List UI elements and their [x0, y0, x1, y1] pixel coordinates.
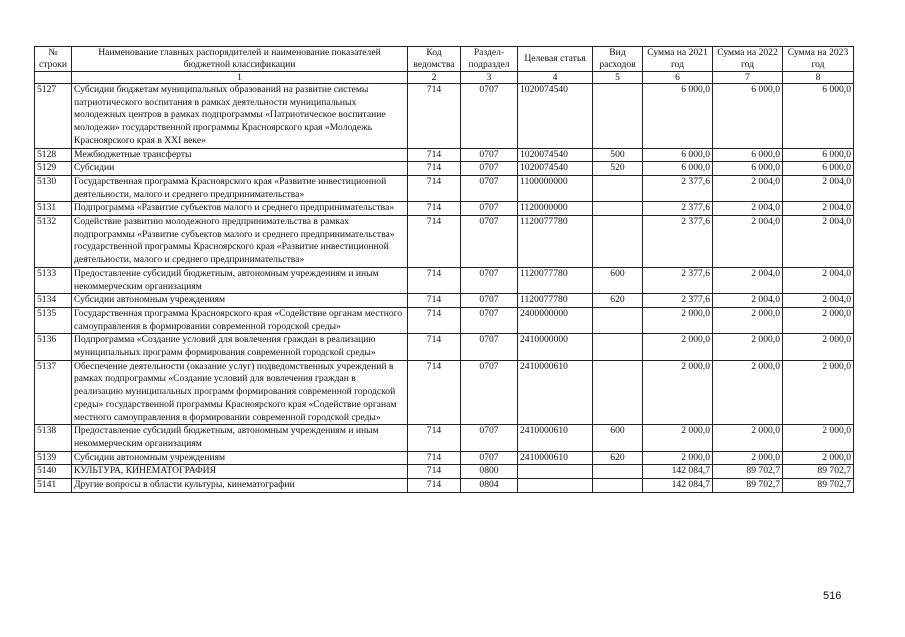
- sum-2023-cell: 89 702,7: [783, 465, 854, 479]
- sum-2023-cell: 2 000,0: [783, 425, 854, 451]
- expense-type-cell: 520: [593, 162, 643, 176]
- sum-2022-cell: 2 000,0: [713, 425, 783, 451]
- sum-2022-cell: 2 004,0: [713, 202, 783, 216]
- table-row: [35, 162, 854, 176]
- sum-2021-cell: 2 377,6: [643, 175, 713, 201]
- expense-type-cell: [593, 307, 643, 333]
- sum-2023-cell: 2 004,0: [783, 216, 854, 268]
- sum-2022-cell: 2 000,0: [713, 334, 783, 360]
- sum-2021-cell: 6 000,0: [643, 162, 713, 176]
- sum-2022-cell: 2 004,0: [713, 294, 783, 308]
- row-name-cell: Субсидии автономным учреждениям: [72, 451, 408, 465]
- expense-type-cell: [593, 360, 643, 425]
- row-name-cell: Подпрограмма «Создание условий для вовлечения граждан в реализацию муниципальных программ формирования современной городской среды»: [72, 334, 408, 360]
- row-number-cell: 5127: [35, 84, 72, 149]
- header-department-code: Код ведомства: [408, 47, 461, 72]
- sum-2022-cell: 6 000,0: [713, 84, 783, 149]
- row-name-cell: Субсидии бюджетам муниципальных образований на развитие системы патриотического воспитания в рамках деятельности муниципальных молодежных центров в рамках подпрограммы «Патриотическое воспитание молодежи» государственной программы Красноярского края «Молодежь Красноярского края в XXI веке»: [72, 84, 408, 149]
- table-row: [35, 294, 854, 308]
- expense-type-cell: 600: [593, 425, 643, 451]
- budget-table: [34, 46, 854, 493]
- row-name-cell: Субсидии: [72, 162, 408, 176]
- department-code-cell: 714: [408, 267, 461, 293]
- row-name-cell: Подпрограмма «Развитие субъектов малого и среднего предпринимательства»: [72, 202, 408, 216]
- sum-2021-cell: 2 377,6: [643, 294, 713, 308]
- table-row: [35, 307, 854, 333]
- column-number-row: [35, 72, 854, 84]
- sum-2022-cell: 2 000,0: [713, 451, 783, 465]
- sum-2021-cell: 2 000,0: [643, 307, 713, 333]
- table-row: [35, 465, 854, 479]
- target-item-cell: 2410000610: [518, 360, 593, 425]
- row-number-cell: 5139: [35, 451, 72, 465]
- sum-2021-cell: 6 000,0: [643, 84, 713, 149]
- section-cell: 0707: [461, 216, 518, 268]
- expense-type-cell: 620: [593, 294, 643, 308]
- row-number-cell: 5132: [35, 216, 72, 268]
- row-number-cell: 5134: [35, 294, 72, 308]
- section-cell: 0707: [461, 425, 518, 451]
- sum-2021-cell: 2 377,6: [643, 267, 713, 293]
- expense-type-cell: 600: [593, 267, 643, 293]
- target-item-cell: 1120077780: [518, 216, 593, 268]
- row-number-cell: 5138: [35, 425, 72, 451]
- section-cell: 0707: [461, 360, 518, 425]
- expense-type-cell: [593, 202, 643, 216]
- row-number-cell: 5136: [35, 334, 72, 360]
- sum-2023-cell: 2 000,0: [783, 451, 854, 465]
- table-row: [35, 425, 854, 451]
- department-code-cell: 714: [408, 84, 461, 149]
- table-row: [35, 334, 854, 360]
- expense-type-cell: [593, 334, 643, 360]
- section-cell: 0707: [461, 175, 518, 201]
- row-name-cell: Государственная программа Красноярского края «Содействие органам местного самоуправления в формировании современной городской среды»: [72, 307, 408, 333]
- department-code-cell: 714: [408, 216, 461, 268]
- table-row: [35, 202, 854, 216]
- table-row: [35, 360, 854, 425]
- department-code-cell: 714: [408, 202, 461, 216]
- row-number-cell: 5137: [35, 360, 72, 425]
- sum-2022-cell: 6 000,0: [713, 148, 783, 162]
- column-number: 7: [713, 72, 783, 84]
- section-cell: 0707: [461, 307, 518, 333]
- table-row: [35, 267, 854, 293]
- sum-2023-cell: 6 000,0: [783, 148, 854, 162]
- sum-2022-cell: 2 000,0: [713, 307, 783, 333]
- row-number-cell: 5133: [35, 267, 72, 293]
- sum-2023-cell: 2 004,0: [783, 202, 854, 216]
- row-name-cell: Предоставление субсидий бюджетным, автономным учреждениям и иным некоммерческим организациям: [72, 267, 408, 293]
- column-number: [35, 72, 72, 84]
- sum-2021-cell: 2 377,6: [643, 202, 713, 216]
- department-code-cell: 714: [408, 451, 461, 465]
- table-row: [35, 175, 854, 201]
- sum-2022-cell: 2 004,0: [713, 267, 783, 293]
- header-target-item: Целевая статья: [518, 47, 593, 72]
- department-code-cell: 714: [408, 148, 461, 162]
- column-number: 6: [643, 72, 713, 84]
- header-name: Наименование главных распорядителей и наименование показателей бюджетной классификации: [72, 47, 408, 72]
- department-code-cell: 714: [408, 465, 461, 479]
- row-name-cell: Предоставление субсидий бюджетным, автономным учреждениям и иным некоммерческим организациям: [72, 425, 408, 451]
- table-row: [35, 451, 854, 465]
- target-item-cell: 1020074540: [518, 84, 593, 149]
- expense-type-cell: [593, 84, 643, 149]
- target-item-cell: 1100000000: [518, 175, 593, 201]
- sum-2021-cell: 142 084,7: [643, 479, 713, 493]
- target-item-cell: 1120077780: [518, 294, 593, 308]
- sum-2023-cell: 2 000,0: [783, 334, 854, 360]
- row-name-cell: КУЛЬТУРА, КИНЕМАТОГРАФИЯ: [72, 465, 408, 479]
- department-code-cell: 714: [408, 162, 461, 176]
- column-number: 1: [72, 72, 408, 84]
- budget-sheet: [34, 46, 854, 493]
- row-number-cell: 5141: [35, 479, 72, 493]
- target-item-cell: 2410000610: [518, 425, 593, 451]
- row-name-cell: Содействие развитию молодежного предпринимательства в рамках подпрограммы «Развитие субъектов малого и среднего предпринимательства» государственной программы Красноярского края «Развитие инвестиционной деятельности, малого и среднего предпринимательства»: [72, 216, 408, 268]
- sum-2022-cell: 2 004,0: [713, 216, 783, 268]
- department-code-cell: 714: [408, 360, 461, 425]
- sum-2021-cell: 2 000,0: [643, 451, 713, 465]
- row-number-cell: 5135: [35, 307, 72, 333]
- section-cell: 0800: [461, 465, 518, 479]
- section-cell: 0707: [461, 148, 518, 162]
- section-cell: 0707: [461, 294, 518, 308]
- sum-2023-cell: 6 000,0: [783, 84, 854, 149]
- section-cell: 0707: [461, 84, 518, 149]
- row-number-cell: 5140: [35, 465, 72, 479]
- sum-2022-cell: 2 004,0: [713, 175, 783, 201]
- expense-type-cell: [593, 479, 643, 493]
- table-header-row: [35, 47, 854, 72]
- sum-2023-cell: 2 004,0: [783, 175, 854, 201]
- section-cell: 0707: [461, 451, 518, 465]
- sum-2021-cell: 142 084,7: [643, 465, 713, 479]
- header-row-number: № строки: [35, 47, 72, 72]
- sum-2022-cell: 6 000,0: [713, 162, 783, 176]
- target-item-cell: [518, 465, 593, 479]
- section-cell: 0707: [461, 334, 518, 360]
- expense-type-cell: [593, 216, 643, 268]
- sum-2021-cell: 2 000,0: [643, 425, 713, 451]
- header-section: Раздел-подраздел: [461, 47, 518, 72]
- column-number: 2: [408, 72, 461, 84]
- row-name-cell: Обеспечение деятельности (оказание услуг) подведомственных учреждений в рамках подпрограммы «Создание условий для вовлечения граждан в реализацию муниципальных программ формирования современной городской среды» государственной программы Красноярского края «Содействие органам местного самоуправления в формировании современной городской среды»: [72, 360, 408, 425]
- expense-type-cell: [593, 465, 643, 479]
- row-name-cell: Межбюджетные трансферты: [72, 148, 408, 162]
- row-number-cell: 5128: [35, 148, 72, 162]
- sum-2023-cell: 2 000,0: [783, 307, 854, 333]
- row-name-cell: Государственная программа Красноярского края «Развитие инвестиционной деятельности, малого и среднего предпринимательства»: [72, 175, 408, 201]
- target-item-cell: [518, 479, 593, 493]
- department-code-cell: 714: [408, 425, 461, 451]
- section-cell: 0707: [461, 202, 518, 216]
- target-item-cell: 1020074540: [518, 148, 593, 162]
- sum-2023-cell: 6 000,0: [783, 162, 854, 176]
- sum-2023-cell: 89 702,7: [783, 479, 854, 493]
- table-row: [35, 479, 854, 493]
- row-number-cell: 5130: [35, 175, 72, 201]
- target-item-cell: 1120077780: [518, 267, 593, 293]
- header-expense-type: Вид расходов: [593, 47, 643, 72]
- table-row: [35, 148, 854, 162]
- row-name-cell: Субсидии автономным учреждениям: [72, 294, 408, 308]
- expense-type-cell: 500: [593, 148, 643, 162]
- target-item-cell: 1020074540: [518, 162, 593, 176]
- table-row: [35, 216, 854, 268]
- department-code-cell: 714: [408, 294, 461, 308]
- table-row: [35, 84, 854, 149]
- header-sum-2021: Сумма на 2021 год: [643, 47, 713, 72]
- section-cell: 0707: [461, 267, 518, 293]
- column-number: 4: [518, 72, 593, 84]
- department-code-cell: 714: [408, 307, 461, 333]
- sum-2022-cell: 2 000,0: [713, 360, 783, 425]
- sum-2021-cell: 2 377,6: [643, 216, 713, 268]
- sum-2022-cell: 89 702,7: [713, 465, 783, 479]
- target-item-cell: 2400000000: [518, 307, 593, 333]
- header-sum-2022: Сумма на 2022 год: [713, 47, 783, 72]
- page-number: 516: [823, 590, 842, 602]
- expense-type-cell: 620: [593, 451, 643, 465]
- section-cell: 0707: [461, 162, 518, 176]
- row-number-cell: 5131: [35, 202, 72, 216]
- department-code-cell: 714: [408, 175, 461, 201]
- target-item-cell: 2410000610: [518, 451, 593, 465]
- budget-rows: [35, 84, 854, 493]
- sum-2021-cell: 6 000,0: [643, 148, 713, 162]
- column-number: 5: [593, 72, 643, 84]
- section-cell: 0804: [461, 479, 518, 493]
- target-item-cell: 2410000000: [518, 334, 593, 360]
- header-sum-2023: Сумма на 2023 год: [783, 47, 854, 72]
- sum-2023-cell: 2 004,0: [783, 267, 854, 293]
- sum-2022-cell: 89 702,7: [713, 479, 783, 493]
- column-number: 3: [461, 72, 518, 84]
- sum-2021-cell: 2 000,0: [643, 334, 713, 360]
- sum-2023-cell: 2 004,0: [783, 294, 854, 308]
- target-item-cell: 1120000000: [518, 202, 593, 216]
- department-code-cell: 714: [408, 479, 461, 493]
- row-number-cell: 5129: [35, 162, 72, 176]
- department-code-cell: 714: [408, 334, 461, 360]
- sum-2021-cell: 2 000,0: [643, 360, 713, 425]
- column-number: 8: [783, 72, 854, 84]
- sum-2023-cell: 2 000,0: [783, 360, 854, 425]
- expense-type-cell: [593, 175, 643, 201]
- row-name-cell: Другие вопросы в области культуры, кинематографии: [72, 479, 408, 493]
